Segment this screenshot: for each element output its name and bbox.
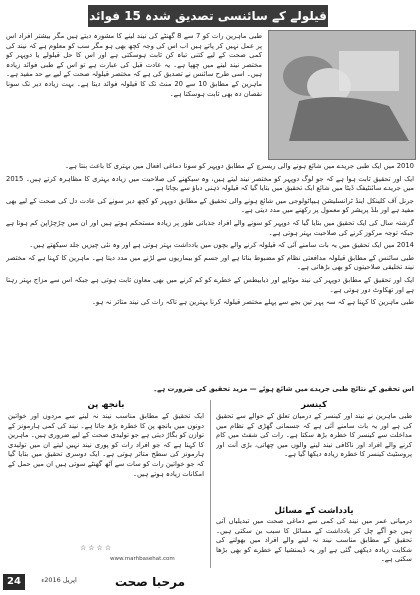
cancer-heading: کینسر: [301, 400, 327, 410]
article-body: [6, 162, 414, 384]
body-paragraph: ایک اور تحقیق ثابت ہوا ہے کہ جو لوگ دوپہر کو مختصر نیند لیتے ہیں، وہ سیکھنے کی صلاحیت میں زیادہ بہتری کا مظاہرہ کرتے ہیں۔ 2015 میں جریدے سائنٹیفک ڈیٹا میں شائع ایک تحقیق میں بتایا گیا کہ قیلولہ ذہنی دباؤ سے بچاتا ہے۔: [6, 174, 414, 193]
cancer-text: طبی ماہرین نے نیند اور کینسر کے درمیان تعلق کے حوالے سے تحقیق کی ہے اور یہ بات سامنے آئی ہے کہ جسمانی گھڑی کے نظام میں مداخلت سے کینسر کا خطرہ بڑھ سکتا ہے۔ رات کی شفٹ میں کام کرنے والے افراد اور ناکافی نیند لینے والوں میں چھاتی، بڑی آنت اور پروسٹیٹ کینسر کا خطرہ زیادہ دیکھا گیا ہے۔: [216, 412, 412, 459]
infertility-text: ایک تحقیق کے مطابق مناسب نیند نہ لینے سے مردوں اور خواتین دونوں میں بانجھ پن کا خطرہ بڑھ جاتا ہے۔ نیند کی کمی ہارمونز کے توازن کو بگاڑ دیتی ہے جو تولیدی صحت کے لیے ضروری ہیں۔ ماہرین کا کہنا ہے کہ جو افراد رات کو پوری نیند نہیں لیتے ان میں تولیدی ہارمونز کی سطح متاثر ہوتی ہے۔ ایک دوسری تحقیق میں بتایا گیا کہ جو خواتین رات کو سات سے آٹھ گھنٹے سوتی ہیں ان میں حمل کے امکانات زیادہ ہوتے ہیں۔: [8, 412, 204, 478]
infertility-heading: بانجھ پن: [87, 400, 125, 410]
memory-text: درمیانی عمر میں نیند کی کمی سے دماغی صحت میں تبدیلیاں آتی ہیں جو آگے چل کر یادداشت کے مسائل کا سبب بن سکتی ہیں۔ تحقیق کے مطابق مناسب نیند نہ لینے والے افراد میں بھولنے کی شکایت زیادہ دیکھی گئی ہے اور یہ ڈیمنشیا کے خطرے کو بھی بڑھا سکتی ہے۔: [216, 517, 412, 564]
body-paragraph: طبی ماہرین کا کہنا ہے کہ سہ پہر تین بجے سے پہلے مختصر قیلولہ کرنا بہترین ہے تاکہ رات کی نیند متاثر نہ ہو۔: [91, 298, 414, 307]
sleeping-man-illustration: [269, 31, 415, 159]
intro-paragraph: طبی ماہرین رات کو 7 سے 8 گھنٹے کی نیند لینے کا مشورہ دیتے ہیں مگر بیشتر افراد اس پر عمل نہیں کر پاتے ہیں اب اس کی وجہ کچھ بھی ہو مگر سب کو معلوم ہے کہ نیند کی کمی صحت کے لیے کتنی تباہ کن ثابت ہوسکتی ہے اور اس کا حل قیلولے یا دوپہر کو مختصر نیند لینے میں چھپا ہے۔ یہ عادت قبل کی عبارت ہے تو اس کے طبی فوائد زیادہ ہیں۔ اسی طرح سائنس نے تصدیق کی ہے کہ مختصر قیلولہ صحت کے لیے بے حد مفید ہے۔ ماہرین کے مطابق 10 سے 20 منٹ تک کا قیلولہ فوائد دیتا ہے۔ بہت زیادہ دیر تک سونا نقصان دہ بھی ثابت ہوسکتا ہے۔: [6, 32, 262, 98]
body-paragraph: 2014 میں ایک تحقیق میں یہ بات سامنے آئی کہ قیلولہ کرنے والے بچوں میں یادداشت بہتر ہوتی ہے اور وہ نئی چیزیں جلد سیکھتے ہیں۔: [29, 241, 414, 250]
article-title: قیلولے کے سائنسی تصدیق شدہ 15 فوائد: [88, 5, 328, 27]
page-number: 24: [3, 574, 25, 590]
body-paragraph: جرنل آف کلینکل اینڈ ٹرانسلیشن ہیپاٹولوجی میں شائع ہونے والی تحقیق کے مطابق دوپہر کو کچھ دیر سونے کی عادت دل کی صحت کے لیے بھی مفید ہے اور بلڈ پریشر کو معمول پر رکھنے میں مدد دیتی ہے۔: [6, 196, 414, 215]
body-paragraph: گزشتہ سال کی ایک تحقیق میں بتایا گیا کہ دوپہر کو سونے والے افراد جذباتی طور پر زیادہ مستحکم ہوتے ہیں اور ان میں چڑچڑاپن کم ہوتا ہے جبکہ توجہ مرکوز کرنے کی صلاحیت بہتر ہوتی ہے۔: [6, 218, 414, 237]
memory-heading: یادداشت کے مسائل: [274, 506, 354, 516]
column-divider: [210, 400, 211, 568]
issue-date: اپریل 2016ء: [41, 576, 77, 584]
page-footer: [0, 570, 210, 595]
magazine-logo: مرحبا صحت: [114, 575, 186, 589]
article-credit: اس تحقیق کے نتائج طبی جریدے میں شائع ہوئے — مزید تحقیق کی ضرورت ہے۔: [153, 385, 414, 393]
body-paragraph: ایک اور تحقیق کے مطابق دوپہر کی نیند موٹاپے اور ذیابیطس کے خطرے کو کم کرنے میں بھی معاون ثابت ہوتی ہے جبکہ اس سے مزاج بہتر رہتا ہے اور تھکاوٹ دور ہوتی ہے۔: [6, 275, 414, 294]
sleeping-man-photo: [268, 30, 416, 160]
website-url[interactable]: www.marhbasehat.com: [110, 556, 175, 562]
body-paragraph: طبی سائنس کے مطابق قیلولہ مدافعتی نظام کو مضبوط بناتا ہے اور جسم کو بیماریوں سے لڑنے میں مدد دیتا ہے۔ ماہرین کا کہنا ہے کہ مختصر نیند تخلیقی صلاحیتوں کو بھی بڑھاتی ہے۔: [6, 253, 414, 272]
section-end-stars: ☆☆☆☆: [80, 544, 114, 552]
body-paragraph: 2010 میں ایک طبی جریدے میں شائع ہونے والی ریسرچ کے مطابق دوپہر کو سونا دماغی افعال میں بہتری کا باعث بنتا ہے۔: [64, 162, 414, 170]
